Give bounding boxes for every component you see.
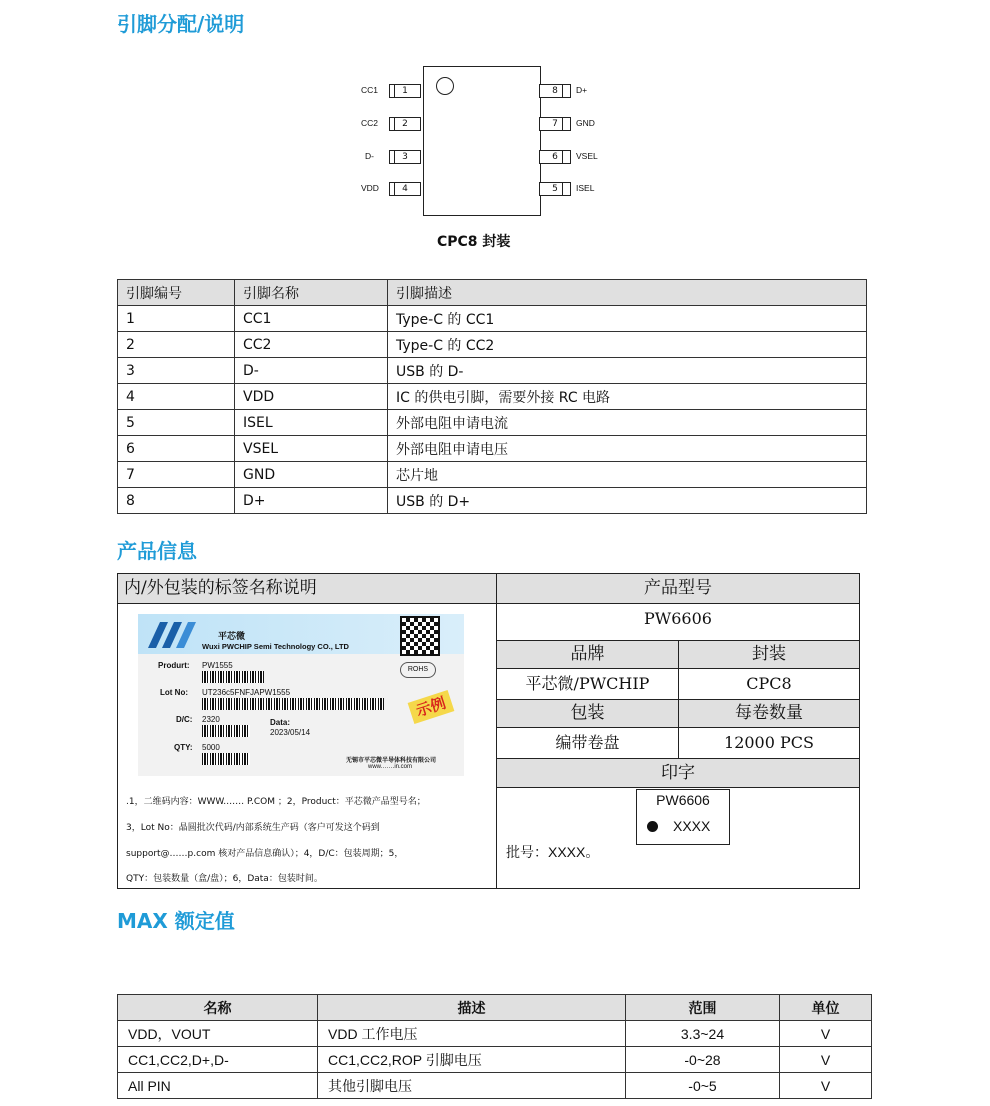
table-row bbox=[118, 358, 867, 384]
table-header-row bbox=[118, 995, 872, 1021]
label-note-line-4: QTY：包装数量（盒/盘）；6，Data：包装时间。 bbox=[126, 874, 323, 884]
cell: D- bbox=[235, 358, 388, 384]
cell: V bbox=[780, 1073, 872, 1099]
model-value: PW6606 bbox=[644, 609, 712, 628]
cell: -0~28 bbox=[626, 1047, 780, 1073]
pin-number: 8 bbox=[552, 86, 558, 96]
cell: V bbox=[780, 1021, 872, 1047]
qty-header: 每卷数量 bbox=[679, 700, 859, 727]
table-row bbox=[118, 306, 867, 332]
table-row bbox=[118, 384, 867, 410]
table-row bbox=[118, 462, 867, 488]
label-qty-key: QTY: bbox=[174, 743, 193, 752]
pin-number: 3 bbox=[402, 152, 408, 162]
cell: 其他引脚电压 bbox=[318, 1073, 626, 1099]
label-note-line-2: 3，Lot No：晶圆批次代码/内部系统生产码（客户可发这个码到 bbox=[126, 823, 380, 833]
pin-box-left-1 bbox=[389, 84, 421, 98]
pin-box-left-3 bbox=[389, 150, 421, 164]
pin-label-right-8: D+ bbox=[576, 85, 588, 95]
header-description: 描述 bbox=[318, 995, 626, 1021]
cell: -0~5 bbox=[626, 1073, 780, 1099]
cell: 5 bbox=[118, 410, 235, 436]
table-row bbox=[118, 1073, 872, 1099]
pin-box-left-2 bbox=[389, 117, 421, 131]
cell: USB 的 D+ bbox=[388, 488, 867, 514]
cell: IC 的供电引脚，需要外接 RC 电路 bbox=[388, 384, 867, 410]
header-pin-number: 引脚编号 bbox=[118, 280, 235, 306]
product-info-table bbox=[117, 573, 860, 889]
pin-description-table bbox=[117, 279, 867, 514]
barcode-product bbox=[202, 671, 264, 683]
barcode-qty bbox=[202, 753, 250, 765]
package-caption: CPC8 封装 bbox=[437, 234, 511, 250]
pin-box-right-7 bbox=[539, 117, 571, 131]
marking-line-2: XXXX bbox=[673, 818, 711, 834]
label-footer-cn: 无锡市平芯微半导体科技有限公司 bbox=[346, 758, 437, 764]
cell: 4 bbox=[118, 384, 235, 410]
cell: CC1,CC2,ROP 引脚电压 bbox=[318, 1047, 626, 1073]
pin-box-right-5 bbox=[539, 182, 571, 196]
pin-number: 6 bbox=[552, 152, 558, 162]
cell: 7 bbox=[118, 462, 235, 488]
cell: All PIN bbox=[118, 1073, 318, 1099]
sample-stamp: 示例 bbox=[408, 690, 455, 724]
cell: D+ bbox=[235, 488, 388, 514]
pin-label-right-6: VSEL bbox=[576, 151, 598, 161]
header-pin-name: 引脚名称 bbox=[235, 280, 388, 306]
pin-box-left-4 bbox=[389, 182, 421, 196]
marking-preview-box bbox=[636, 789, 730, 845]
pin-box-right-8 bbox=[539, 84, 571, 98]
label-lot-key: Lot No: bbox=[160, 688, 188, 697]
qr-code-icon bbox=[400, 616, 440, 656]
table-row bbox=[118, 1021, 872, 1047]
table-row bbox=[118, 436, 867, 462]
pin-label-left-4: VDD bbox=[361, 183, 379, 193]
label-product-key: Produrt: bbox=[158, 661, 190, 670]
label-dc-value: 2320 bbox=[202, 715, 220, 724]
model-header: 产品型号 bbox=[497, 574, 859, 603]
pin-number: 2 bbox=[402, 119, 408, 129]
sample-label-card bbox=[138, 614, 464, 776]
table-row bbox=[118, 332, 867, 358]
label-description-header: 内/外包装的标签名称说明 bbox=[118, 574, 496, 603]
packing-value: 编带卷盘 bbox=[555, 733, 620, 752]
pin-number: 7 bbox=[552, 119, 558, 129]
label-note-line-3: support@……p.com 核对产品信息确认）；4，D/C：包装周期；5， bbox=[126, 849, 404, 859]
cell: CC2 bbox=[235, 332, 388, 358]
pin-label-left-3: D- bbox=[365, 151, 374, 161]
label-qty-value: 5000 bbox=[202, 743, 220, 752]
package-header: 封装 bbox=[679, 641, 859, 668]
table-row bbox=[118, 1047, 872, 1073]
cell: 外部电阻申请电流 bbox=[388, 410, 867, 436]
cell: VSEL bbox=[235, 436, 388, 462]
header-pin-description: 引脚描述 bbox=[388, 280, 867, 306]
cell: 8 bbox=[118, 488, 235, 514]
label-footer-url: www.……in.com bbox=[368, 764, 413, 770]
cell: GND bbox=[235, 462, 388, 488]
pin-number: 5 bbox=[552, 184, 558, 194]
cell: CC1,CC2,D+,D- bbox=[118, 1047, 318, 1073]
cell: 3.3~24 bbox=[626, 1021, 780, 1047]
marking-header: 印字 bbox=[497, 759, 859, 787]
cell: 3 bbox=[118, 358, 235, 384]
cell: CC1 bbox=[235, 306, 388, 332]
cell: 芯片地 bbox=[388, 462, 867, 488]
cell: 外部电阻申请电压 bbox=[388, 436, 867, 462]
pin-number: 1 bbox=[402, 86, 408, 96]
marking-line-1: PW6606 bbox=[656, 792, 710, 808]
table-header-row bbox=[118, 280, 867, 306]
header-unit: 单位 bbox=[780, 995, 872, 1021]
cell: 1 bbox=[118, 306, 235, 332]
label-date-key: Data: bbox=[270, 718, 291, 727]
rohs-badge: ROHS bbox=[400, 662, 436, 678]
pwchip-logo-icon bbox=[146, 618, 202, 650]
qty-value: 12000 PCS bbox=[724, 733, 814, 752]
pin-label-left-2: CC2 bbox=[361, 118, 379, 128]
cell: V bbox=[780, 1047, 872, 1073]
table-row bbox=[118, 410, 867, 436]
header-range: 范围 bbox=[626, 995, 780, 1021]
barcode-lot bbox=[202, 698, 384, 710]
label-brand-cn: 平芯微 bbox=[218, 631, 246, 641]
cell: VDD bbox=[235, 384, 388, 410]
header-name: 名称 bbox=[118, 995, 318, 1021]
label-lot-value: UT236c5FNFJAPW1555 bbox=[202, 688, 291, 697]
cell: ISEL bbox=[235, 410, 388, 436]
label-note-line-1: .1，二维码内容：WWW.…… P.COM ；2，Product：平芯微产品型号名； bbox=[126, 797, 426, 807]
pin1-dot-icon bbox=[647, 821, 658, 832]
cell: Type-C 的 CC2 bbox=[388, 332, 867, 358]
cell: VDD 工作电压 bbox=[318, 1021, 626, 1047]
pin-label-right-5: ISEL bbox=[576, 183, 595, 193]
max-section-heading: MAX 额定值 bbox=[117, 909, 235, 933]
label-dc-key: D/C: bbox=[176, 715, 193, 724]
pin-number: 4 bbox=[402, 184, 408, 194]
table-row bbox=[118, 488, 867, 514]
pin-section-heading: 引脚分配/说明 bbox=[117, 12, 245, 36]
label-company: Wuxi PWCHIP Semi Technology CO., LTD bbox=[202, 642, 349, 651]
brand-header: 品牌 bbox=[497, 641, 678, 668]
batch-text: 批号：XXXX。 bbox=[506, 844, 600, 860]
cell: Type-C 的 CC1 bbox=[388, 306, 867, 332]
package-value: CPC8 bbox=[746, 674, 792, 693]
pin-label-left-1: CC1 bbox=[361, 85, 379, 95]
pin1-marker-icon bbox=[436, 77, 454, 95]
product-section-heading: 产品信息 bbox=[117, 539, 197, 563]
cell: USB 的 D- bbox=[388, 358, 867, 384]
pin-box-right-6 bbox=[539, 150, 571, 164]
label-date-value: 2023/05/14 bbox=[270, 728, 311, 737]
pin-label-right-7: GND bbox=[576, 118, 595, 128]
cell: 2 bbox=[118, 332, 235, 358]
brand-value: 平芯微/PWCHIP bbox=[525, 674, 650, 693]
label-product-value: PW1555 bbox=[202, 661, 233, 670]
cell: 6 bbox=[118, 436, 235, 462]
packing-header: 包装 bbox=[497, 700, 678, 727]
max-ratings-table bbox=[117, 994, 872, 1099]
barcode-dc bbox=[202, 725, 250, 737]
chip-body bbox=[423, 66, 541, 216]
chip-package-diagram bbox=[355, 58, 615, 223]
cell: VDD，VOUT bbox=[118, 1021, 318, 1047]
